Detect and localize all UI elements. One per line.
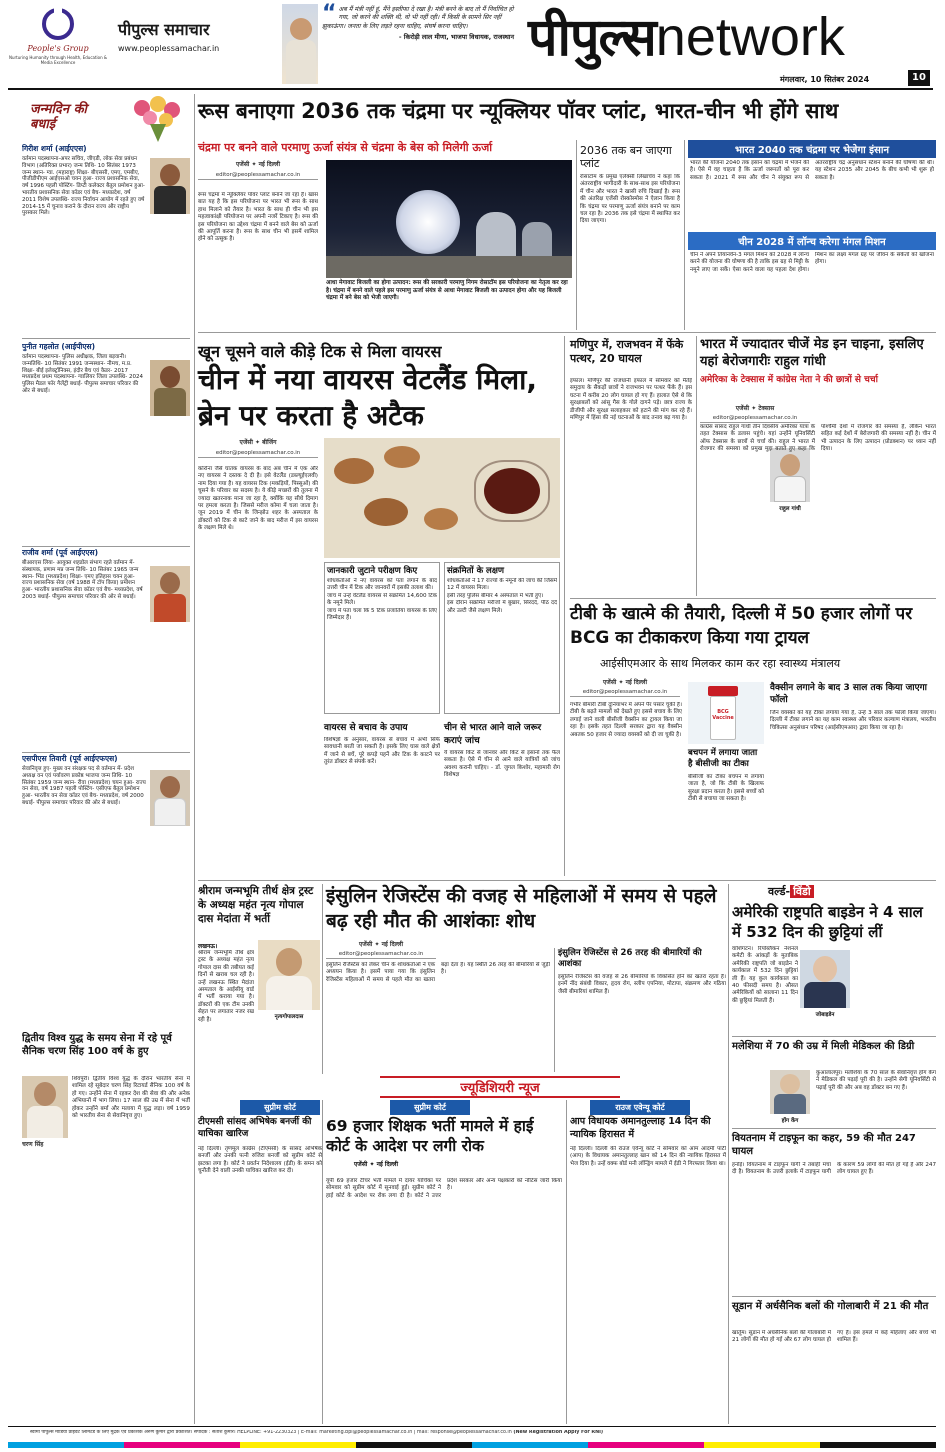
footer-text: स्वामी पीपुल्स मीडिया प्राइवेट लिमिटेड के लिए मुद्रक एवं प्रकाशक अरुण कुमार द्वारा प्रकाशित। संपादक : सतीश कुमार। HELPLINE: +91-2230323 | E-mail: marketing.bpl@peoplessamachar.co.in | mail: response@peoplessamachar.co.in (30, 1430, 512, 1435)
tick-box-3 (324, 720, 440, 870)
issue-date: मंगलवार, 10 सितंबर 2024 (780, 75, 870, 84)
tick-body: कोरोना जैसे घातक वायरस के बाद अब चीन में एक और नए वायरस ने दस्तक दे दी है। इसे वेटलैंड (डब्ल्यूईएलवी) नाम दिया गया है। यह वायरस टिक (मकड़ियों, पिस्सुओं) की चूसने के परिवार का सदस्य है। ये कीड़े मच्छरों की तुलना में ज्यादा खतरनाक माना जा रहा है, क्योंकि यह सीधे दिमाग पर हमला करता है। जिससे मरीज कोमा में चला जाता है। जून 2019 में चीन के जिन्झोउ शहर के अस्पताल के डॉक्टरों को टिक से काटे जाने के बाद मरीज में इस वायरस के लक्षण मिले थे। (198, 466, 318, 532)
ram-body: श्रीराम जन्मभूमि तीर्थ क्षेत्र ट्रस्ट के अध्यक्ष महंत नृत्य गोपाल दास की तबीयत कई दिनों से खराब चल रही है। उन्हें लखनऊ स्थित मेदांता अस्पताल के आईसीयू वार्ड में भर्ती कराया गया है। डॉक्टरों की एक टीम उनकी सेहत पर लगातार नजर रख रही है। (198, 950, 254, 1023)
sc-label-2: सुप्रीम कोर्ट (390, 1100, 470, 1115)
group-name: People's Group (27, 44, 89, 53)
lead-headline: रूस बनाएगा 2036 तक चंद्रमा पर न्यूक्लियर पॉवर प्लांट, भारत-चीन भी होंगे साथ (198, 99, 839, 123)
insulin-body: इंसुलिन रेजिस्टेंस को लेकर चीन के शोधकर्ताओं ने एक अध्ययन किया है। इसमें पाया गया कि इंसुलिन रेजिस्टेंस महिलाओं में समय से पहले मौत का खतरा बढ़ा देता है। यह स्थिति 26 तरह की बीमारियों से जुड़ी है। (326, 962, 550, 983)
tb-byline-text: एजेंसी ✦ नई दिल्ली (602, 679, 648, 686)
lead-body: रूस चंद्रमा में न्यूक्लियर पॉवर प्लांट बनाने जा रहा है। खास बात यह है कि इस परियोजना पर भारत भी रूस के साथ हाथ मिलाने को तैयार है। भारत के साथ ही चीन भी इस महत्वाकांक्षी परियोजना पर अपनी नजरें टिकाए है। रूस की इस परियोजना का उद्देश्य चंद्रमा में बनने वाले बेस को ऊर्जा की आपूर्ति करना है। रूस के साथ चीन भी इसमें शामिल होने को उत्सुक है। (198, 192, 318, 243)
birthday-profile-3 (22, 548, 192, 748)
tick-box-2 (444, 562, 560, 714)
quote-portrait (282, 4, 318, 84)
tick-box-4-title: चीन से भारत आने वाले जरूर कराएं जांच (444, 723, 542, 746)
tick-box-1-item-1: शोधकर्ताओं ने नए वायरस को पता लगाने के बाद उत्तरी चीन में टिक और जानवरों में इसकी तलाश की। (327, 578, 437, 592)
sc2-headline: 69 हजार शिक्षक भर्ती मामले में हाई कोर्ट के आदेश पर लगी रोक (326, 1117, 534, 1155)
biden-photo (800, 950, 850, 1008)
lunar-title-2: चीन 2028 में लॉन्च करेगा मंगल मिशन (688, 232, 936, 250)
hong-keng-photo (770, 1070, 810, 1114)
lunar-body-1: भारत की योजना 2040 तक इंसान को चंद्रमा में भेजने की है। ऐसे में वह चाहता है कि ऊर्जा जरूरतों को पूरा कर सकता है। 2021 में रूस और चीन ने संयुक्त रूप से अंतरराष्ट्रीय चंद्र अनुसंधान स्टेशन बनाने की घोषणा की थी। यह स्टेशन 2035 और 2045 के बीच कभी भी शुरू हो सकता है। (690, 160, 934, 181)
profile-1-text: वर्तमान पदस्थापना-अपर सचिव, जीएडी, लोक सेवा प्रबंधन विभाग (अतिरिक्त प्रभार) जन्म तिथि- 10 सितंबर 1973 जन्म स्थान- ग्वा. (महाराष्ट्र) शिक्षा- बीएससी, एमए, एमबीए, पीजीडीपीएम आईएसओ चयन हुआ- राज्य प्रशासनिक सेवा, वर्ष 1996 पहली पोस्टिंग- डिप्टी कलेक्टर बैतूल प्रमोशन हुआ- भारतीय प्रशासनिक सेवा कॉडर एवं बैच- मध्यप्रदेश, वर्ष 2011 विशेष उपलब्धि- राज्य निर्वाचन आयोग में रहते हुए वर्ष 2014-15 में चुनाव कराने के दौरान राज्य और राष्ट्रीय पुरस्कार मिले। (22, 156, 145, 217)
network-title-english: network (655, 7, 845, 67)
quote-text: अब मैं मंत्री नहीं हूं, मैंने इस्तीफा दे रखा है। मंत्री बनने के बाद तो मैं निर्वाचित हो गया, जो करने की शक्ति थी, वो भी नहीं रही। मैं किसी के सामने सिर नहीं झुकाऊंगा। जनता के लिए लड़ते रहना चाहिए, संघर्ष करना चाहिए। (322, 6, 514, 30)
tick-box-2-title: संक्रमितों के लक्षण (447, 566, 505, 576)
manipur-body: इंफाल। मणिपुर की राजधानी इंफाल में सोमवार को मैतेई समुदाय के सैकड़ों छात्रों ने राजभवन पर पत्थर फेंके हैं। इस घटना में करीब 20 लोग घायल हो गए हैं। हालात ऐसे थे कि सुरक्षाबलों को आंसू गैस के गोले दागने पड़े। छात्र राज्य के डीजीपी और सुरक्षा सलाहकार को हटाने की मांग कर रहे हैं। मणिपुर में हिंसा की नई घटनाओं के बाद तनाव बढ़ गया है। (570, 378, 692, 422)
profile-2-text: वर्तमान पदस्थापना- पुलिस अधीक्षक, जिला बड़वानी। जन्मतिथि- 10 सितंबर 1991 जन्मस्थान- नीमच, म.प्र. शिक्षा- बीई इलेक्ट्रॉनिक्स, इंदौर बैच एवं कैडर- 2017 मध्यप्रदेश प्रथम पदस्थापना- ग्वालियर जिला उपलब्धि- 2024 पुलिस मैडल फॉर गैलेंट्री बधाई- पीपुल्स समाचार परिवार की ओर से बधाई। (22, 354, 144, 394)
veteran-caption: चरण सिंह (22, 1141, 44, 1148)
samachar-url: www.peoplessamachar.in (118, 44, 220, 53)
profile-4-name: एसपीएस तिवारी (पूर्व आईएफएस) (22, 754, 118, 763)
tb-vial-label: BCG Vaccine (712, 709, 734, 721)
judiciary-banner: ज्यूडिशियरी न्यूज (380, 1076, 620, 1098)
lunar-body-2: चीन ने अपने तियानवेन-3 मंगल मिशन को 2028 में लॉन्च करने की योजना की घोषणा की है ताकि इस ग्रह से मिट्टी के नमूने लाए जा सकें। ऐसा करने वाला यह पहला देश होगा। मिशन का लक्ष्य मंगल ग्रह पर जीवन के संकेतों को खोजना होगा। (690, 252, 934, 273)
quote-mark-icon: “ (322, 1, 337, 26)
tb-subhead: आईसीएमआर के साथ मिलकर काम कर रहा स्वास्थ्य मंत्रालय (600, 657, 841, 670)
insulin-byline-text: एजेंसी ✦ नई दिल्ली (358, 941, 404, 948)
quote-box (322, 1, 514, 42)
ram-headline: श्रीराम जन्मभूमि तीर्थ क्षेत्र ट्रस्ट के अध्यक्ष महंत नृत्य गोपाल दास मेदांता में भर्ती (198, 885, 314, 925)
tick-box-1-item-3: जांच में पता चला कि 5 टिक प्रजातियां वायरस के लिए जिम्मेदार हैं। (327, 607, 437, 622)
tb-headline: टीबी के खात्मे की तैयारी, दिल्ली में 50 हजार लोगों पर BCG का टीकाकरण किया गया ट्रायल (570, 604, 913, 648)
veteran-headline: द्वितीय विश्व युद्ध के समय सेना में रहे पूर्व सैनिक चरण सिंह 100 वर्ष के हुए (22, 1033, 172, 1057)
profile-2-name: पुनीत गहलोत (आईपीएस) (22, 342, 95, 351)
tick-email: editor@peoplessamachar.co.in (198, 450, 318, 458)
sc2-byline: एजेंसी ✦ नई दिल्ली (353, 1161, 399, 1168)
lead-side-title: 2036 तक बन जाएगा प्लांट (580, 144, 672, 170)
tick-box-1-item-2: जांच में उन्हें वेटलैंड वायरस से संक्रमित 14,600 टिक के नमूने मिले। (327, 592, 437, 607)
lead-image-nuclear-plant (326, 160, 572, 278)
flower-bouquet-icon (128, 94, 188, 142)
birthday-sidebar (22, 94, 192, 944)
insulin-side-body: इंसुलिन रेजिस्टेंस की वजह से 26 बीमारियों के विकसित होने का खतरा रहता है। इनमें नींद संबंधी विकार, हृदय रोग, स्लीप एपनिया, मोटापा, संक्रमण और गठिया जैसी बीमारियां शामिल हैं। (558, 974, 726, 995)
profile-1-name: गिरीश शर्मा (आईएएस) (22, 144, 87, 153)
lead-byline (198, 160, 318, 180)
lunar-title-1: भारत 2040 तक चंद्रमा पर भेजेगा इंसान (688, 140, 936, 158)
rahul-subhead: अमेरिका के टेक्सास में कांग्रेस नेता ने की छात्रों से चर्चा (700, 375, 878, 385)
world-tag-suffix: विंडो (790, 885, 814, 898)
tb-email: editor@peoplessamachar.co.in (570, 689, 680, 697)
tick-box-2-item-1: शोधकर्ताओं ने 17 राज्यों के नमूनों की जांच की जिसमें 12 में वायरस मिला। (447, 578, 557, 592)
world-headline-4: सूडान में अर्धसैनिक बलों की गोलाबारी में 21 की मौत (732, 1301, 929, 1312)
tick-box-4 (444, 720, 560, 870)
tick-box-4-body: ये वायरस किट से जानवर और किट से इंसानों तक फैल सकता है। ऐसे में चीन से आने वाले यात्रियों को जांच अवश्य करानी चाहिए। - डॉ. जुगल किशोर, महामारी रोग विशेषज्ञ (444, 750, 560, 779)
world-body-1: वाशिंगटन। रिपब्लिकन नेशनल कमेटी के आंकड़ों के मुताबिक अमेरिकी राष्ट्रपति जो बाइडेन ने कार्यकाल में 532 दिन छुट्टियां ली हैं। यह कुल कार्यकाल का 40 फीसदी समय है। औसत अमेरिकियों को सालाना 11 दिन की छुट्टियां मिलती हैं। (732, 946, 798, 1004)
tb-byline (570, 678, 680, 697)
tick-box-2-item-3: इस दौरान संक्रमित मरीजों में बुखार, सिरदर्द, पीठ दर्द और उल्टी जैसे लक्षण मिले। (447, 600, 557, 614)
rahul-byline (700, 404, 810, 423)
rouse-headline: आप विधायक अमानतुल्लाह 14 दिन की न्यायिक हिरासत में (570, 1116, 711, 1140)
samachar-title: पीपुल्स समाचार (118, 20, 210, 39)
network-title-hindi: पीपुल्स (528, 8, 656, 68)
tick-image (324, 438, 560, 558)
hong-keng-caption: होंग केंग (781, 1118, 799, 1124)
profile-4-text: सेवानिवृत्त हुए- मुख्य वन संरक्षक पद से वर्तमान में- प्रदेश अध्यक्ष वन एवं पर्यावरण प्रकोष्ठ भाजपा जन्म तिथि- 10 सितंबर 1959 जन्म स्थान- रीवा (मध्यप्रदेश) चयन हुआ- राज्य वन सेवा, वर्ष 1987 पहली पोस्टिंग- एसीएफ बैतूल प्रमोशन हुआ- भारतीय वन सेवा कॉडर एवं बैच- मध्यप्रदेश, वर्ष 2000 बधाई- पीपुल्स समाचार परिवार की ओर से बधाई। (22, 766, 146, 806)
tb-right-body: जिन वयस्कों को यह टीका लगाया गया है, उन्हें 3 साल तक फॉलो किया जाएगा। दिल्ली में टीका लगाने का यह काम स्वास्थ्य और परिवार कल्याण मंत्रालय, भारतीय चिकित्सा अनुसंधान परिषद (आईसीएमआर) द्वारा किया जा रहा है। (770, 710, 936, 731)
world-body-3: हनोई। वियतनाम में टाइफून यागी ने तबाही मचा दी है। वियतनाम के उत्तरी इलाके में टाइफून यागी के कारण 59 लोगों की मौत हो गई है और 247 लोग घायल हुए हैं। (732, 1162, 936, 1176)
sc1-body: नई दिल्ली। तृणमूल कांग्रेस (टीएमसी) के सांसद अभिषेक बनर्जी और उनकी पत्नी रुजिरा बनर्जी को सुप्रीम कोर्ट से झटका लगा है। कोर्ट ने प्रवर्तन निदेशालय (ईडी) के समन को चुनौती देने वाली उनकी याचिका खारिज कर दी। (198, 1146, 322, 1175)
world-body-2: कुआलालंपुर। मलेशिया के 70 साल के सेवानिवृत्त होंग केंग ने मेडिकल की पढ़ाई पूरी की है। उन्होंने सेगी यूनिवर्सिटी से पढ़ाई पूरी की और अब वह डॉक्टर बन गए हैं। (816, 1070, 936, 1091)
tb-side-title: बचपन में लगाया जाता है बीसीजी का टीका (688, 748, 758, 769)
veteran-body: शिवपुरी। द्वितीय विश्व युद्ध के दौरान भारतीय सेना में शामिल रहे सूबेदार चरण सिंह रिटायर्ड सैनिक 100 वर्ष के हो गए। उन्होंने सेना में रहकर देश की सेवा की और अनेक अभियानों में भाग लिया। 17 साल की उम्र में सेना में भर्ती होकर उन्होंने बर्मा और मलाया में युद्ध लड़ा। वर्ष 1959 को भारतीय सेना से सेवानिवृत्त हुए। (72, 1076, 190, 1120)
ram-byline: लखनऊ। (198, 943, 218, 950)
rahul-caption: राहुल गांधी (779, 506, 801, 512)
rouse-label: राउज एवेन्यू कोर्ट (590, 1100, 690, 1115)
tb-side-body: बीसीजी का टीका बचपन में लगाया जाता है, जो कि टीबी के खिलाफ सुरक्षा प्रदान करता है। इससे बच्चों को टीबी से बचाया जा सकता है। (688, 774, 764, 803)
ram-caption: नृत्यगोपालदास (274, 1014, 304, 1020)
tb-right-title: वैक्सीन लगाने के बाद 3 साल तक किया जाएगा फॉलो (770, 683, 927, 705)
ram-photo (258, 940, 320, 1010)
birthday-profile-4 (22, 754, 192, 944)
peoples-group-logo (8, 6, 108, 80)
sc2-body: यूपी 69 हजार टीचर भर्ती मामले में दायर याचिका पर सोमवार को सुप्रीम कोर्ट में सुनवाई हुई। सुप्रीम कोर्ट ने हाई कोर्ट के आदेश पर रोक लगा दी है। कोर्ट ने उत्तर प्रदेश सरकार और अन्य पक्षकारों को नोटिस जारी किया है। (326, 1178, 562, 1199)
rouse-body: नई दिल्ली। दिल्ली की राउज एवेन्यू कोर्ट ने सोमवार को आम आदमी पार्टी (आप) के विधायक अमानतुल्लाह खान को 14 दिन की न्यायिक हिरासत में भेज दिया है। उन्हें वक्फ बोर्ड मनी लॉन्ड्रिंग मामले में ईडी ने गिरफ्तार किया था। (570, 1146, 726, 1167)
profile-3-name: राजीव शर्मा (पूर्व आईएएस) (22, 548, 99, 557)
veteran-photo (22, 1076, 68, 1138)
profile-3-text: बीआरएस लिया- आयुक्त शहडोल संभाग रहते वर्तमान में- संस्थापक, प्रणाम मप्र जन्म तिथि- 10 सितंबर 1965 जन्म स्थान- भिंड (मध्यप्रदेश) शिक्षा- एमए इतिहास चयन हुआ- राज्य प्रशासनिक सेवा (वर्ष 1988 में टॉप किया) प्रमोशन हुआ- भारतीय प्रशासनिक सेवा कॉडर एवं बैच- मध्यप्रदेश, वर्ष 2003 बधाई- पीपुल्स समाचार परिवार की ओर से बधाई। (22, 560, 143, 600)
birthday-header-text: जन्मदिन की बधाई (30, 102, 87, 132)
world-headline-2: मलेशिया में 70 की उम्र में मिली मेडिकल की डिग्री (732, 1041, 915, 1052)
tick-box-1 (324, 562, 440, 714)
manipur-headline: मणिपुर में, राजभवन में फेंके पत्थर, 20 घायल (570, 338, 684, 365)
rahul-headline: भारत में ज्यादातर चीजें मेड इन चाइना, इसलिए यहां बेरोजगारीः राहुल गांधी (700, 337, 924, 369)
quote-author: - किरोड़ी लाल मीणा, भाजपा विधायक, राजस्थान (398, 33, 514, 42)
network-title (528, 0, 908, 72)
world-headline-1: अमेरिकी राष्ट्रपति बाइडेन ने 4 साल में 532 दिन की छुट्टियां लीं (732, 903, 923, 941)
profile-2-photo (150, 360, 190, 416)
profile-4-photo (150, 770, 190, 826)
insulin-email: editor@peoplessamachar.co.in (326, 951, 436, 959)
profile-3-photo (150, 566, 190, 622)
tick-box-1-title: जानकारी जुटाने परीक्षण किए (327, 566, 418, 576)
birthday-profile-1 (22, 144, 192, 336)
footer-imprint (30, 1430, 910, 1436)
rahul-body: कांग्रेस सांसद राहुल गांधी तीन दिवसीय अमेरिका यात्रा के तहत टेक्सास के डलास पहुंचे। यहां उन्होंने यूनिवर्सिटी ऑफ टेक्सास के छात्रों से चर्चा की। राहुल ने भारत में रोजगार की समस्या को प्रमुख मुद्दा बताते हुए कहा कि पश्चिमी देशों में रोजगार की समस्या है, लेकिन भारत सहित कई देशों में बेरोजगारी की समस्या नहीं है। चीन में भी उत्पादन के लिए उत्पादन (प्रोडक्शन) पर ध्यान नहीं दिया। (700, 424, 936, 453)
tb-vial-image (688, 682, 764, 744)
registration-color-strip (8, 1442, 936, 1448)
tick-headline: चीन में नया वायरस वेटलैंड मिला, ब्रेन पर करता है अटैक (198, 363, 538, 432)
tick-box-3-title: वायरस से बचाव के उपाय (324, 723, 408, 733)
sc1-headline: टीएमसी सांसद अभिषेक बनर्जी की याचिका खारिज (198, 1117, 312, 1139)
sc-label-1: सुप्रीम कोर्ट (240, 1100, 320, 1115)
masthead (0, 0, 945, 88)
lead-image-caption: आधा मेगावाट बिजली का होगा उत्पादन: रूस की सरकारी परमाणु निगम रोसाटॉम इस परियोजना का नेतृत्व कर रहा है। चंद्रमा में बनने वाले पहले इस परमाणु ऊर्जा संयंत्र से आधा मेगावाट बिजली का उत्पादन होगा और यह बिजली चंद्रमा में बने बेस को भेजी जाएगी। (326, 280, 568, 302)
insulin-headline: इंसुलिन रेजिस्टेंस की वजह से महिलाओं में समय से पहले बढ़ रही मौत की आशंकाः शोध (326, 885, 717, 932)
tick-byline (198, 438, 318, 458)
footer-rni: (New Registration Apply For RNI) (513, 1430, 604, 1435)
birthday-profile-2 (22, 342, 192, 542)
tick-kicker: खून चूसने वाले कीड़े टिक से मिला वायरस (198, 342, 442, 361)
rahul-email: editor@peoplessamachar.co.in (700, 415, 810, 423)
world-tag-prefix: वर्ल्ड- (768, 885, 791, 898)
veteran-story (22, 1032, 190, 1422)
lead-email: editor@peoplessamachar.co.in (198, 172, 318, 180)
world-body-1b (854, 946, 936, 1034)
insulin-side-title: इंसुलिन रेजिस्टेंस से 26 तरह की बीमारियों की आशंका (558, 948, 702, 969)
tick-box-2-item-2: इसी तरह पुलिस बीमार 4 अस्पताल में भर्ती हुए। (447, 592, 544, 599)
tick-box-3-body: विशेषज्ञों के अनुसार, वायरस से बचाव में अभी सिर्फ सावधानी बरती जा सकती है। इसके लिए घास वाले क्षेत्रों में जाने से बचें, पूरे कपड़े पहनें और टिक के काटने पर तुरंत डॉक्टर से संपर्क करें। (324, 737, 440, 766)
samachar-logo (118, 18, 278, 53)
lead-side-body: रोसाटॉम के प्रमुख एलेक्सी लिखाचेव ने कहा कि अंतरराष्ट्रीय भागीदारी के साथ-साथ इस परियोजना में चीन और भारत ने खासी रुचि दिखाई है। रूस की अंतरिक्ष एजेंसी रोस्कोस्मोस ने ऐलान किया है कि चंद्रमा पर परमाणु ऊर्जा संयंत्र बनाने पर काम चल रहा है। 2036 तक इसे चंद्रमा में स्थापित कर दिया जाएगा। (580, 174, 680, 225)
lead-byline-text: एजेंसी ✦ नई दिल्ली (235, 161, 281, 168)
peoples-group-logo-icon (40, 6, 76, 42)
lead-subhead: चंद्रमा पर बनने वाले परमाणु ऊर्जा संयंत्र से चंद्रमा के बेस को मिलेगी ऊर्जा (198, 141, 493, 154)
world-headline-3: वियतनाम में टाइफून का कहर, 59 की मौत 247 घायल (732, 1133, 916, 1157)
world-body-4: खार्तूम। सूडान में अर्धसैनिक बलों की गोलाबारी में 21 लोगों की मौत हो गई और 67 लोग घायल हो गए हैं। इस हमले में कई महिलाएं और बच्चे भी शामिल हैं। (732, 1330, 936, 1344)
tick-byline-text: एजेंसी ✦ बीजिंग (239, 439, 277, 446)
biden-caption: जोबाइडेन (815, 1012, 835, 1018)
birthday-header (22, 94, 192, 144)
group-tagline: Nurturing Humanity through Health, Education & Media Excellence (8, 55, 108, 65)
world-window-tag (768, 884, 888, 899)
profile-1-photo (150, 158, 190, 214)
tb-body: गंभीर बीमारी टीबी दुनियाभर में अपने पैर पसार चुकी है। टीबी के बढ़ते मामलों को देखते हुए इससे बचाव के लिए लगाई जाने वाली बीसीजी वैक्सीन का ट्रायल किया जा रहा है। इसके तहत दिल्ली सरकार द्वारा यह वैक्सीन अबतक 50 हजार से ज्यादा वयस्कों को दी जा चुकी है। (570, 702, 682, 738)
rahul-byline-text: एजेंसी ✦ टेक्सास (735, 405, 775, 412)
page-number: 10 (908, 70, 930, 86)
insulin-byline (326, 940, 436, 959)
